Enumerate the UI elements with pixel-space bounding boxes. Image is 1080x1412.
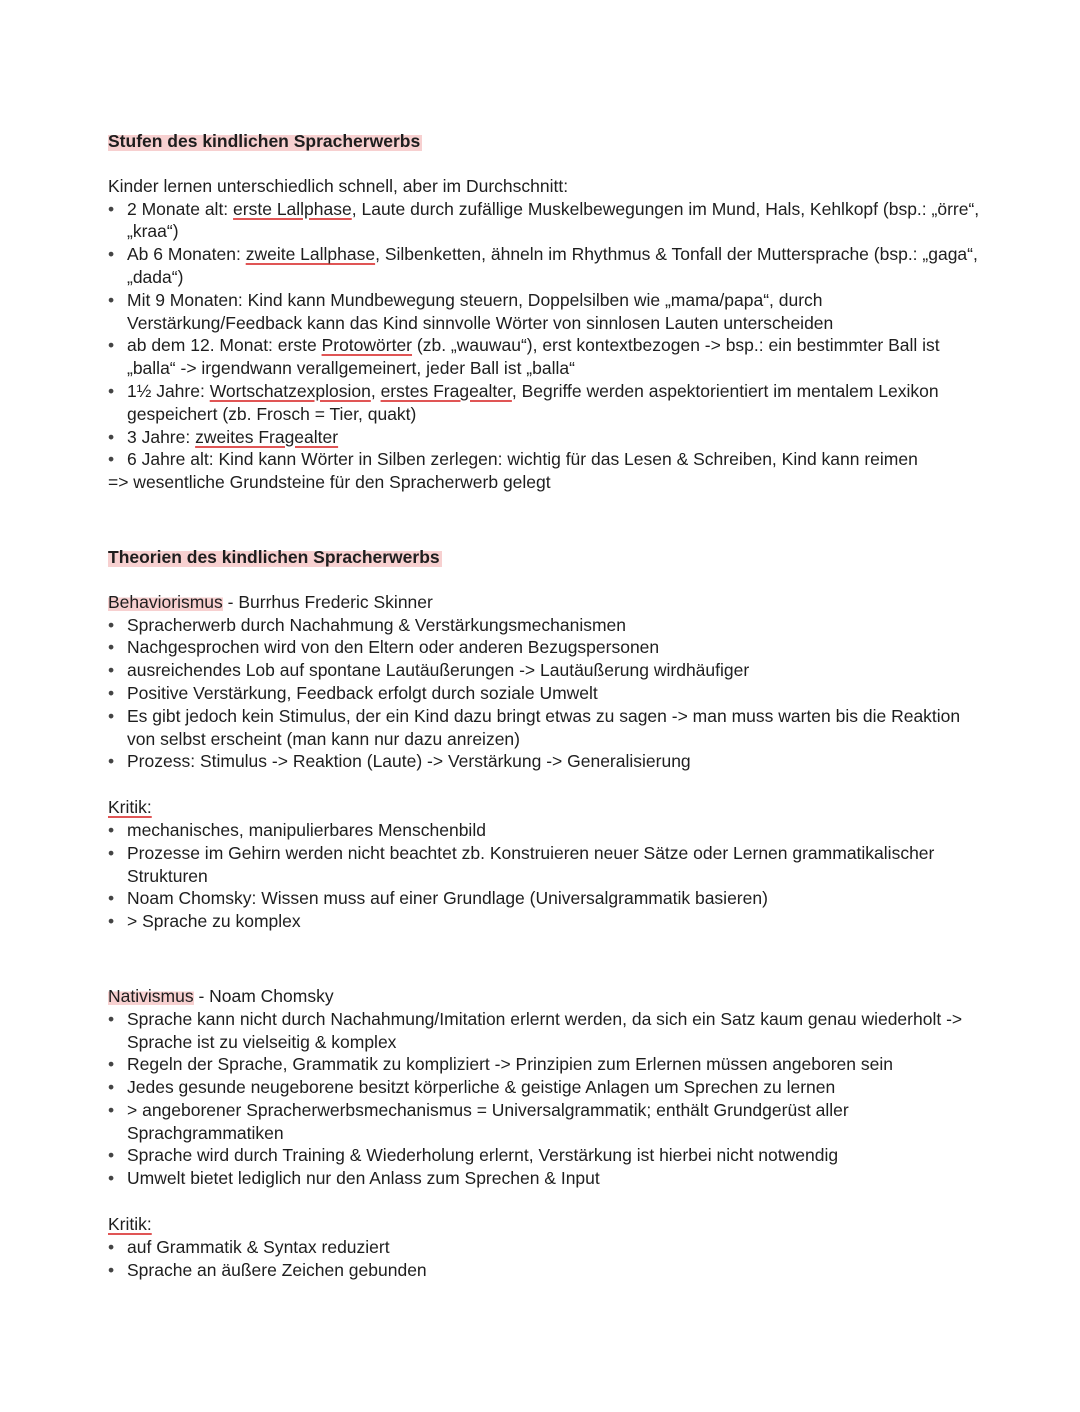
list-item: • Sprache an äußere Zeichen gebunden xyxy=(108,1259,988,1282)
list-item: • Positive Verstärkung, Feedback erfolgt durch soziale Umwelt xyxy=(108,682,988,705)
list-item: • Umwelt bietet lediglich nur den Anlass zum Sprechen & Input xyxy=(108,1167,988,1190)
list-item: • Es gibt jedoch kein Stimulus, der ein Kind dazu bringt etwas zu sagen -> man muss warten bis die Reaktion von selbst erscheint (man kann nur dazu anreizen) xyxy=(108,705,988,751)
theory-points xyxy=(108,1008,988,1190)
section-heading: Theorien des kindlichen Spracherwerbs xyxy=(108,546,440,567)
theory-title: Nativismus - Noam Chomsky xyxy=(108,985,334,1006)
list-item: • Sprache wird durch Training & Wiederholung erlernt, Verstärkung ist hierbei nicht notwendig xyxy=(108,1144,988,1167)
theory-points xyxy=(108,614,988,774)
document-page xyxy=(108,130,988,1281)
list-item: • Noam Chomsky: Wissen muss auf einer Grundlage (Universalgrammatik basieren) xyxy=(108,887,988,910)
theory-title: Behaviorismus - Burrhus Frederic Skinner xyxy=(108,591,433,612)
list-item: • 1½ Jahre: Wortschatzexplosion, erstes Fragealter, Begriffe werden aspektorientiert im mentalem Lexikon gespeichert (zb. Frosch = Tier, quakt) xyxy=(108,380,988,426)
list-item: • Prozess: Stimulus -> Reaktion (Laute) -> Verstärkung -> Generalisierung xyxy=(108,750,988,773)
kritik-list xyxy=(108,819,988,933)
list-item: • 3 Jahre: zweites Fragealter xyxy=(108,426,988,449)
conclusion-text: => wesentliche Grundsteine für den Spracherwerb gelegt xyxy=(108,472,551,493)
section-theorien xyxy=(108,546,988,1282)
theory-behaviorismus xyxy=(108,591,988,933)
kritik-label: Kritik: xyxy=(108,1214,152,1235)
list-item: • mechanisches, manipulierbares Menschenbild xyxy=(108,819,988,842)
section-heading: Stufen des kindlichen Spracherwerbs xyxy=(108,131,421,151)
list-item: • ab dem 12. Monat: erste Protowörter (zb. „wauwau“), erst kontextbezogen -> bsp.: ein bestimmter Ball ist „balla“ -> irgendwann verallgemeinert, jeder Ball ist „balla“ xyxy=(108,334,988,380)
list-item: • 2 Monate alt: erste Lallphase, Laute durch zufällige Muskelbewegungen im Mund, Hals, Kehlkopf (bsp.: „örre“, „kraa“) xyxy=(108,198,988,244)
kritik-list xyxy=(108,1236,988,1282)
theory-nativismus xyxy=(108,985,988,1282)
list-item: • Jedes gesunde neugeborene besitzt körperliche & geistige Anlagen um Sprechen zu lernen xyxy=(108,1076,988,1099)
list-item: • > angeborener Spracherwerbsmechanismus = Universalgrammatik; enthält Grundgerüst aller Sprachgrammatiken xyxy=(108,1099,988,1145)
list-item: • > Sprache zu komplex xyxy=(108,910,988,933)
list-item: • ausreichendes Lob auf spontane Lautäußerungen -> Lautäußerung wirdhäufiger xyxy=(108,659,988,682)
intro-text: Kinder lernen unterschiedlich schnell, aber im Durchschnitt: xyxy=(108,175,569,196)
list-item: • Regeln der Sprache, Grammatik zu kompliziert -> Prinzipien zum Erlernen müssen angeboren sein xyxy=(108,1053,988,1076)
list-item: • Prozesse im Gehirn werden nicht beachtet zb. Konstruieren neuer Sätze oder Lernen grammatikalischer Strukturen xyxy=(108,842,988,888)
list-item: • Mit 9 Monaten: Kind kann Mundbewegung steuern, Doppelsilben wie „mama/papa“, durch Verstärkung/Feedback kann das Kind sinnvolle Wörter von sinnlosen Lauten unterscheiden xyxy=(108,289,988,335)
list-item: • Ab 6 Monaten: zweite Lallphase, Silbenketten, ähneln im Rhythmus & Tonfall der Muttersprache (bsp.: „gaga“, „dada“) xyxy=(108,243,988,289)
section-stufen xyxy=(108,130,988,494)
list-item: • Sprache kann nicht durch Nachahmung/Imitation erlernt werden, da sich ein Satz kaum genau wiederholt -> Sprache ist zu vielseitig & komplex xyxy=(108,1008,988,1054)
list-item: • Nachgesprochen wird von den Eltern oder anderen Bezugspersonen xyxy=(108,636,988,659)
kritik-label: Kritik: xyxy=(108,797,152,818)
stages-list xyxy=(108,198,988,472)
list-item: • auf Grammatik & Syntax reduziert xyxy=(108,1236,988,1259)
list-item: • Spracherwerb durch Nachahmung & Verstärkungsmechanismen xyxy=(108,614,988,637)
list-item: • 6 Jahre alt: Kind kann Wörter in Silben zerlegen: wichtig für das Lesen & Schreiben, Kind kann reimen xyxy=(108,448,988,471)
